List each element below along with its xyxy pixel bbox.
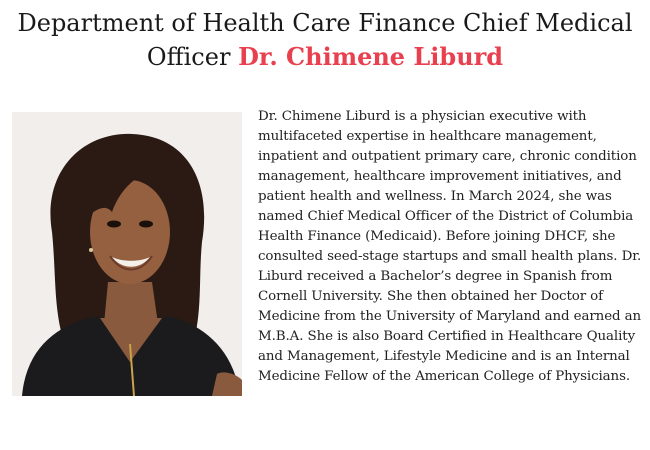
portrait-photo: [12, 112, 242, 396]
bio-paragraph: Dr. Chimene Liburd is a physician executive with multifaceted expertise in healthcare management, inpatient and outpatient primary care, chronic condition management, healthcare improvement initiatives, and patient health and wellness. In March 2024, she was named Chief Medical Officer of the District of Columbia Health Finance (Medicaid). Before joining DHCF, she consulted seed-stage startups and small health plans. Dr. Liburd received a Bachelor’s degree in Spanish from Cornell University. She then obtained her Doctor of Medicine from the University of Maryland and earned an M.B.A. She is also Board Certified in Healthcare Quality and Management, Lifestyle Medicine and is an Internal Medicine Fellow of the American College of Physicians.: [258, 109, 642, 384]
title-name: Dr. Chimene Liburd: [238, 42, 504, 71]
page-title: [0, 6, 650, 74]
title-prefix: Department of Health Care Finance Chief Medical Officer: [17, 9, 633, 71]
